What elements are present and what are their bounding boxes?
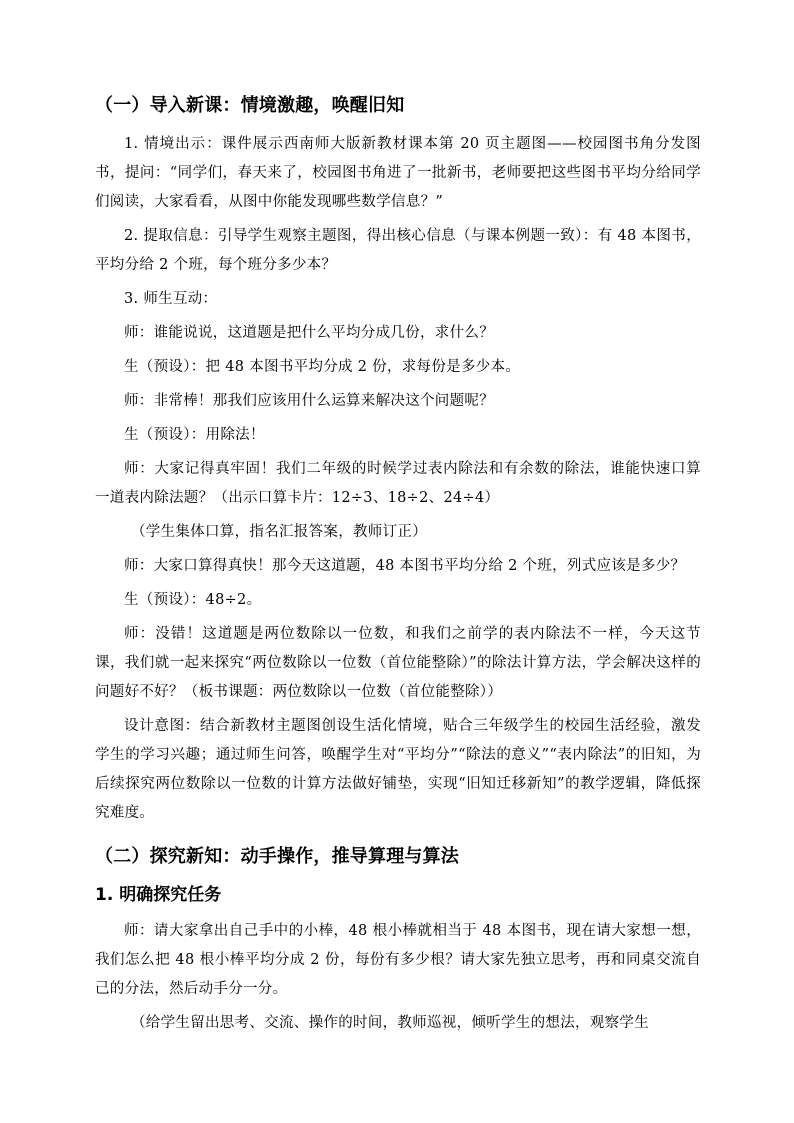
dialogue-teacher: 师：谁能说说，这道题是把什么平均分成几份，求什么？ bbox=[124, 325, 494, 341]
dialogue-teacher: 师：非常棒！那我们应该用什么运算来解决这个问题呢？ bbox=[124, 393, 494, 409]
paragraph-interaction-title: 3. 师生互动： bbox=[124, 291, 218, 307]
subsection-heading: 1. 明确探究任务 bbox=[95, 885, 222, 905]
section-2-heading: （二）探究新知：动手操作，推导算理与算法 bbox=[95, 846, 459, 867]
dialogue-teacher: 师：大家记得真牢固！我们二年级的时候学过表内除法和有余数的除法，谁能快速口算一道表内除法题？（出示口算卡片：12÷3、18÷2、24÷4） bbox=[95, 461, 701, 506]
dialogue-student: 生（预设）：48÷2。 bbox=[124, 592, 262, 608]
design-intent: 设计意图：结合新教材主题图创设生活化情境，贴合三年级学生的校园生活经验，激发学生的学习兴趣；通过师生问答，唤醒学生对“平均分”“除法的意义”“表内除法”的旧知，为后续探究两位数除以一位数的计算方法做好铺垫，实现“旧知迁移新知”的教学逻辑，降低探究难度。 bbox=[95, 718, 701, 821]
section-1-heading: （一）导入新课：情境激趣，唤醒旧知 bbox=[95, 95, 405, 116]
dialogue-student: 生（预设）：把 48 本图书平均分成 2 份，求每份是多少本。 bbox=[124, 359, 521, 375]
dialogue-teacher: 师：大家口算得真快！那今天这道题，48 本图书平均分给 2 个班，列式应该是多少？ bbox=[124, 558, 686, 574]
dialogue-teacher: 师：请大家拿出自己手中的小棒，48 根小棒就相当于 48 本图书，现在请大家想一想，我们怎么把 48 根小棒平均分成 2 份，每份有多少根？请大家先独立思考，再和同桌交流自己的分法，然后动手分一分。 bbox=[95, 923, 701, 997]
dialogue-student: 生（预设）：用除法！ bbox=[124, 427, 265, 443]
paragraph-scenario: 1. 情境出示：课件展示西南师大版新教材课本第 20 页主题图——校园图书角分发图书，提问：“同学们，春天来了，校园图书角进了一批新书，老师要把这些图书平均分给同学们阅读，大家看看，从图中你能发现哪些数学信息？” bbox=[95, 136, 701, 210]
stage-note: （给学生留出思考、交流、操作的时间，教师巡视，倾听学生的想法，观察学生 bbox=[131, 1015, 649, 1031]
stage-note: （学生集体口算，指名汇报答案，教师订正） bbox=[131, 524, 427, 540]
dialogue-teacher: 师：没错！这道题是两位数除以一位数，和我们之前学的表内除法不一样，今天这节课，我们就一起来探究“两位数除以一位数（首位能整除）”的除法计算方法，学会解决这样的问题好不好？（板书课题：两位数除以一位数（首位能整除）） bbox=[95, 626, 701, 700]
paragraph-extract-info: 2. 提取信息：引导学生观察主题图，得出核心信息（与课本例题一致）：有 48 本图书，平均分给 2 个班，每个班分多少本？ bbox=[95, 228, 701, 273]
document-body bbox=[95, 92, 701, 1043]
